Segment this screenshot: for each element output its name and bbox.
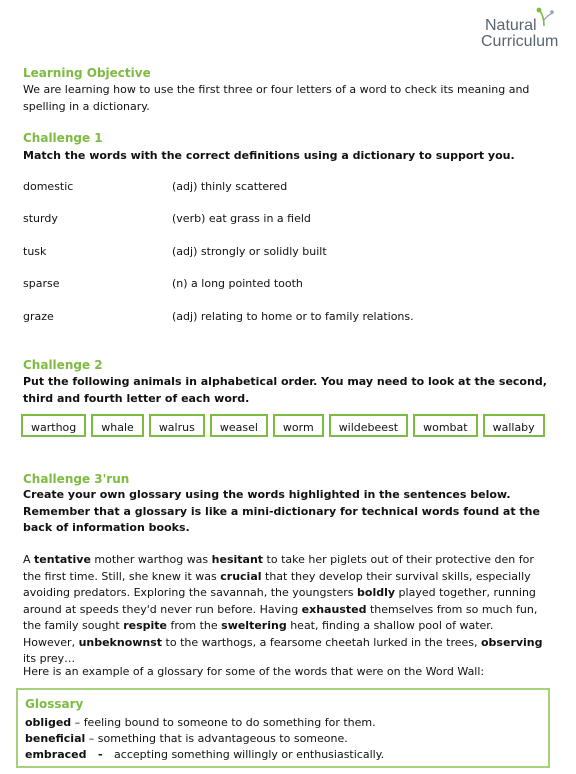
glossary-title: Glossary bbox=[25, 697, 84, 711]
challenge2-instruction: Put the following animals in alphabetical order. You may need to look at the second, third and fourth letter of each word. bbox=[23, 375, 547, 405]
logo-line2: Curriculum bbox=[481, 33, 559, 50]
glossary-term: embraced bbox=[25, 748, 87, 761]
highlighted-word: sweltering bbox=[221, 619, 287, 632]
glossary-definition: something that is advantageous to someone. bbox=[97, 732, 348, 745]
match-definition: (adj) thinly scattered bbox=[172, 180, 288, 193]
glossary-term: beneficial bbox=[25, 732, 86, 745]
glossary-entry bbox=[25, 732, 348, 745]
highlighted-word: boldly bbox=[357, 586, 396, 599]
match-word: sparse bbox=[23, 277, 60, 290]
passage-text: to the warthogs, a fearsome cheetah lurked in the trees, bbox=[162, 635, 481, 649]
highlighted-word: unbeknownst bbox=[78, 635, 163, 649]
match-word: domestic bbox=[23, 180, 74, 193]
glossary-entry bbox=[25, 748, 384, 761]
highlighted-word: respite bbox=[123, 619, 167, 632]
highlighted-word: exhausted bbox=[301, 602, 367, 616]
glossary-definition: accepting something willingly or enthusiastically. bbox=[114, 748, 385, 761]
passage-text: that they develop their survival skills, especially avoiding predators. Exploring the savannah, the youngsters bbox=[23, 569, 531, 599]
match-word: sturdy bbox=[23, 212, 58, 225]
passage-text: played together, running around at speeds they'd never run before. Having bbox=[23, 586, 536, 616]
match-definition: (adj) strongly or solidly built bbox=[172, 245, 327, 258]
glossary-example-intro: Here is an example of a glossary for some of the words that were on the Word Wall: bbox=[23, 665, 485, 678]
logo-line1: Natural bbox=[485, 17, 537, 34]
match-word: graze bbox=[23, 310, 54, 323]
challenge2-heading: Challenge 2 bbox=[23, 358, 103, 372]
passage-text: themselves from so much fun, the family sought bbox=[23, 602, 538, 632]
glossary-separator: – bbox=[71, 716, 84, 729]
challenge1-instruction: Match the words with the correct definitions using a dictionary to support you. bbox=[23, 149, 515, 162]
passage-text: from the bbox=[167, 619, 222, 632]
animal-card: wombat bbox=[413, 414, 477, 437]
match-definition: (verb) eat grass in a field bbox=[172, 212, 311, 225]
glossary-box bbox=[16, 688, 550, 768]
glossary-term: obliged bbox=[25, 716, 72, 729]
challenge3-heading: Challenge 3'run bbox=[23, 472, 130, 486]
match-definition: (adj) relating to home or to family relations. bbox=[172, 310, 414, 323]
animal-card: whale bbox=[91, 414, 144, 437]
animal-card: wallaby bbox=[483, 414, 545, 437]
animal-card: warthog bbox=[21, 414, 86, 437]
animal-card: worm bbox=[273, 414, 324, 437]
glossary-separator: - bbox=[86, 748, 115, 761]
match-word: tusk bbox=[23, 245, 47, 258]
highlighted-word: observing bbox=[481, 635, 543, 649]
match-definition: (n) a long pointed tooth bbox=[172, 277, 303, 290]
animal-card: weasel bbox=[210, 414, 268, 437]
natural-curriculum-logo bbox=[481, 6, 573, 54]
glossary-entry bbox=[25, 716, 376, 729]
story-passage bbox=[23, 552, 548, 668]
passage-text: heat, finding a shallow pool of water. However, bbox=[23, 619, 494, 649]
passage-text: to take her piglets out of their protective den for the first time. Still, she knew it was bbox=[23, 553, 534, 583]
animal-word-list bbox=[21, 414, 545, 437]
highlighted-word: tentative bbox=[34, 553, 91, 566]
passage-text: mother warthog was bbox=[90, 553, 212, 566]
highlighted-word: crucial bbox=[220, 569, 262, 583]
animal-card: walrus bbox=[149, 414, 205, 437]
passage-text: its prey… bbox=[23, 652, 76, 665]
animal-card: wildebeest bbox=[329, 414, 408, 437]
challenge3-instruction: Create your own glossary using the words highlighted in the sentences below. Remember that a glossary is like a mini-dictionary for technical words found at the back of information books. bbox=[23, 488, 540, 534]
glossary-definition: feeling bound to someone to do something for them. bbox=[83, 716, 376, 729]
learning-objective-text: We are learning how to use the first three or four letters of a word to check its meaning and spelling in a dictionary. bbox=[23, 83, 530, 113]
learning-objective-heading: Learning Objective bbox=[23, 66, 151, 80]
glossary-separator: – bbox=[85, 732, 98, 745]
passage-text: A bbox=[23, 553, 35, 566]
highlighted-word: hesitant bbox=[211, 553, 264, 566]
challenge1-heading: Challenge 1 bbox=[23, 131, 103, 145]
